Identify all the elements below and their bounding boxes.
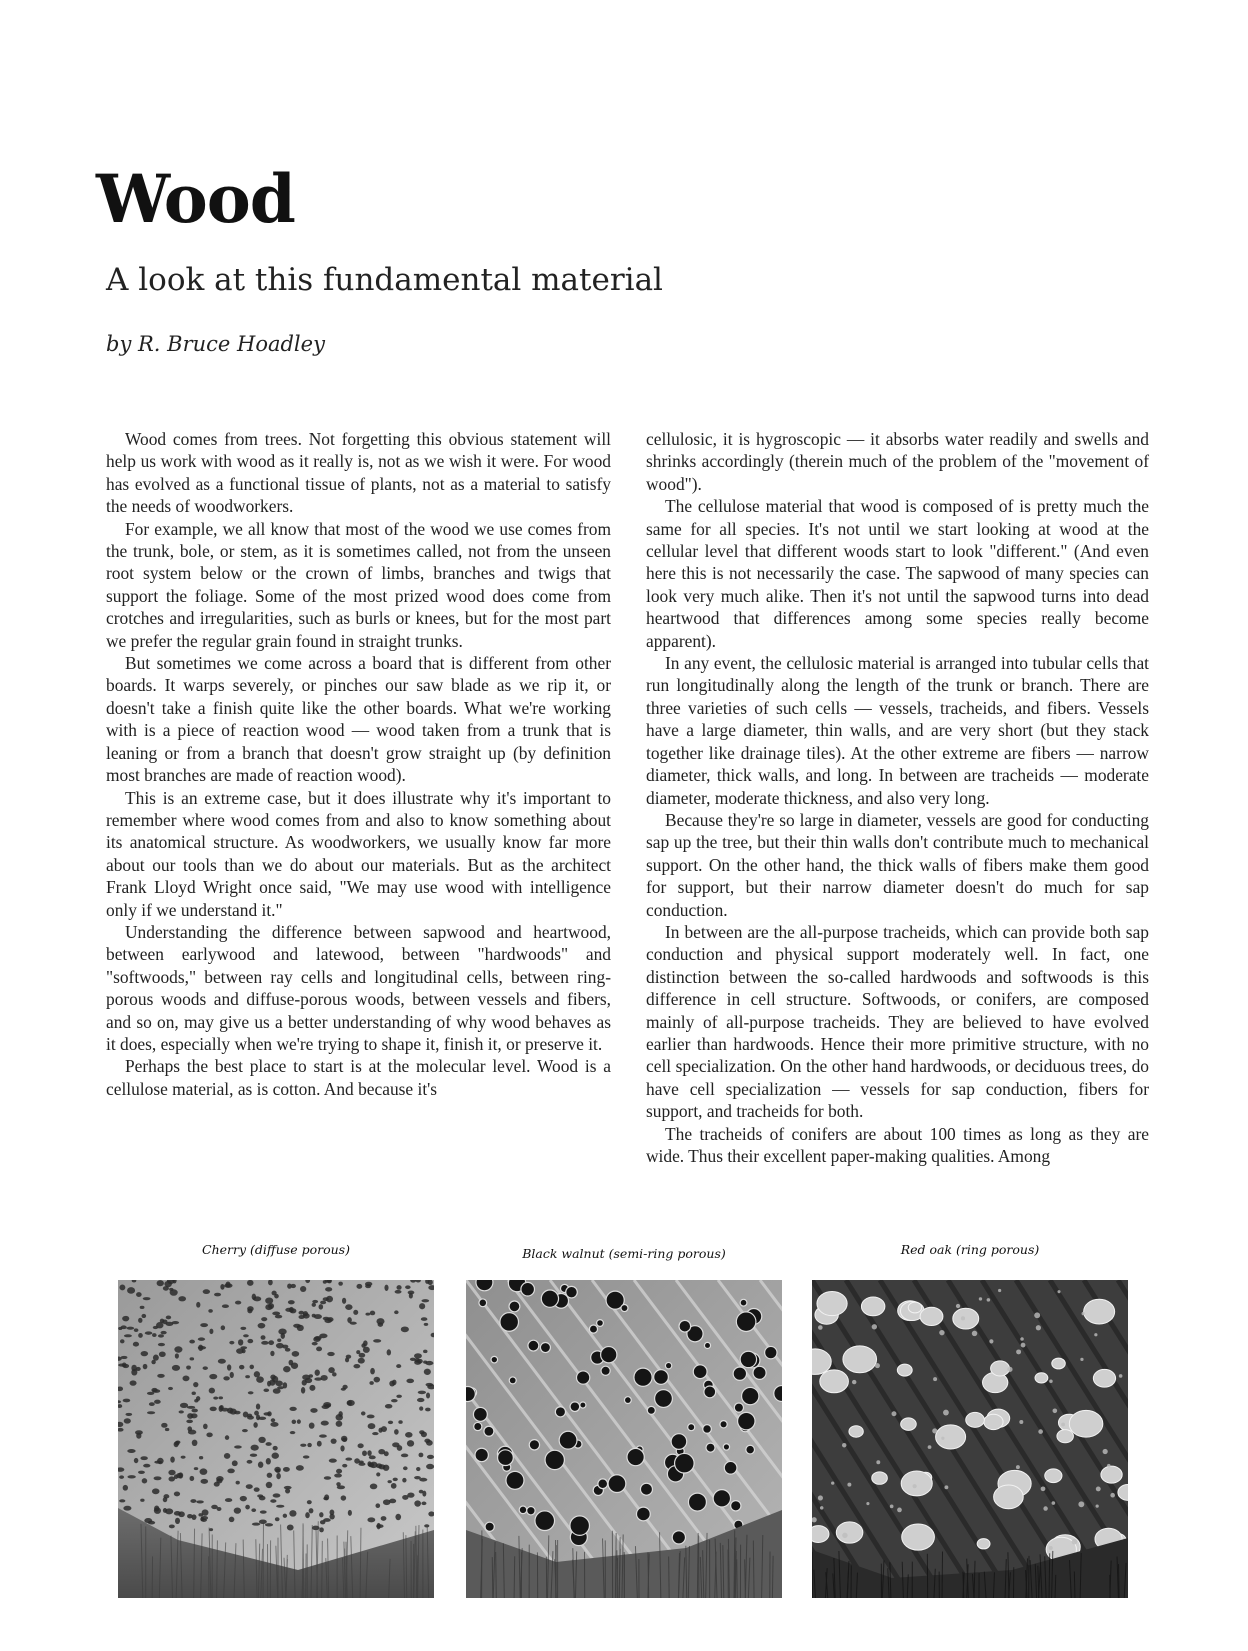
figure-caption-walnut: Black walnut (semi-ring porous): [522, 1246, 726, 1261]
paragraph: Understanding the difference between sapwood and heartwood, between earlywood and latewood, between "hardwoods" and "softwoods," between ray cells and longitudinal cells, between ring-porous woods and diffuse-porous woods, between vessels and fibers, and so on, may give us a better understanding of why wood behaves as it does, especially when we're trying to shape it, finish it, or preserve it.: [106, 921, 611, 1054]
article-title: Wood: [96, 160, 295, 238]
article-byline: by R. Bruce Hoadley: [106, 332, 325, 356]
paragraph: cellulosic, it is hygroscopic — it absorbs water readily and swells and shrinks accordingly (therein much of the problem of the "movement of wood").: [646, 429, 1149, 494]
paragraph: Wood comes from trees. Not forgetting this obvious statement will help us work with wood as it really is, not as we wish it were. For wood has evolved as a functional tissue of plants, not as a material to satisfy the needs of woodworkers.: [106, 429, 611, 517]
paragraph: But sometimes we come across a board that is different from other boards. It warps severely, or pinches our saw blade as we rip it, or doesn't take a finish quite like the other boards. What we're working with is a piece of reaction wood — wood taken from a trunk that is leaning or from a branch that doesn't grow straight up (by definition most branches are made of reaction wood).: [106, 653, 611, 786]
body-column-right: [646, 428, 1149, 1167]
figure-caption-oak: Red oak (ring porous): [900, 1242, 1040, 1257]
article-subtitle: A look at this fundamental material: [106, 262, 663, 298]
paragraph: This is an extreme case, but it does illustrate why it's important to remember where wood comes from and also to know something about its anatomical structure. As woodworkers, we usually know far more about our tools than we do about our materials. But as the architect Frank Lloyd Wright once said, "We may use wood with intelligence only if we understand it.": [106, 787, 611, 920]
walnut-wood-photo: [466, 1280, 782, 1598]
paragraph: Perhaps the best place to start is at the molecular level. Wood is a cellulose material, as is cotton. And because it's: [106, 1056, 611, 1099]
paragraph: For example, we all know that most of the wood we use comes from the trunk, bole, or stem, as it is sometimes called, not from the unseen root system below or the crown of limbs, branches and twigs that support the foliage. Some of the most prized wood does come from crotches and irregularities, such as burls or knees, but for the most part we prefer the regular grain found in straight trunks.: [106, 518, 611, 651]
paragraph: Because they're so large in diameter, vessels are good for conducting sap up the tree, but their thin walls don't contribute much to mechanical support. On the other hand, the thick walls of fibers make them good for support, but their narrow diameter doesn't do much for sap conduction.: [646, 809, 1149, 920]
figure-caption-cherry: Cherry (diffuse porous): [202, 1242, 350, 1257]
body-column-left: [106, 428, 611, 1100]
cherry-wood-photo: [118, 1280, 434, 1598]
paragraph: In between are the all-purpose tracheids, which can provide both sap conduction and physical support moderately well. In fact, one distinction between the so-called hardwoods and softwoods is this difference in cell structure. Softwoods, or conifers, are composed mainly of all-purpose tracheids. They are believed to have evolved earlier than hardwoods. Hence their more primitive structure, with no cell specialization. On the other hand hardwoods, or deciduous trees, do have cell specialization — vessels for sap conduction, fibers for support, and tracheids for both.: [646, 921, 1149, 1122]
paragraph: The cellulose material that wood is composed of is pretty much the same for all species. It's not until we start looking at wood at the cellular level that different woods start to look "different." (And even here this is not necessarily the case. The sapwood of many species can look very much alike. Then it's not until the sapwood turns into dead heartwood that differences among some species really become apparent).: [646, 496, 1149, 651]
paragraph: In any event, the cellulosic material is arranged into tubular cells that run longitudinally along the length of the trunk or branch. There are three varieties of such cells — vessels, tracheids, and fibers. Vessels have a large diameter, thin walls, and are very short (but they stack together like drainage tiles). At the other extreme are fibers — narrow diameter, thick walls, and long. In between are tracheids — moderate diameter, moderate thickness, and also very long.: [646, 653, 1149, 808]
red-oak-wood-photo: [812, 1280, 1128, 1598]
paragraph: The tracheids of conifers are about 100 times as long as they are wide. Thus their excellent paper-making qualities. Among: [646, 1123, 1149, 1166]
